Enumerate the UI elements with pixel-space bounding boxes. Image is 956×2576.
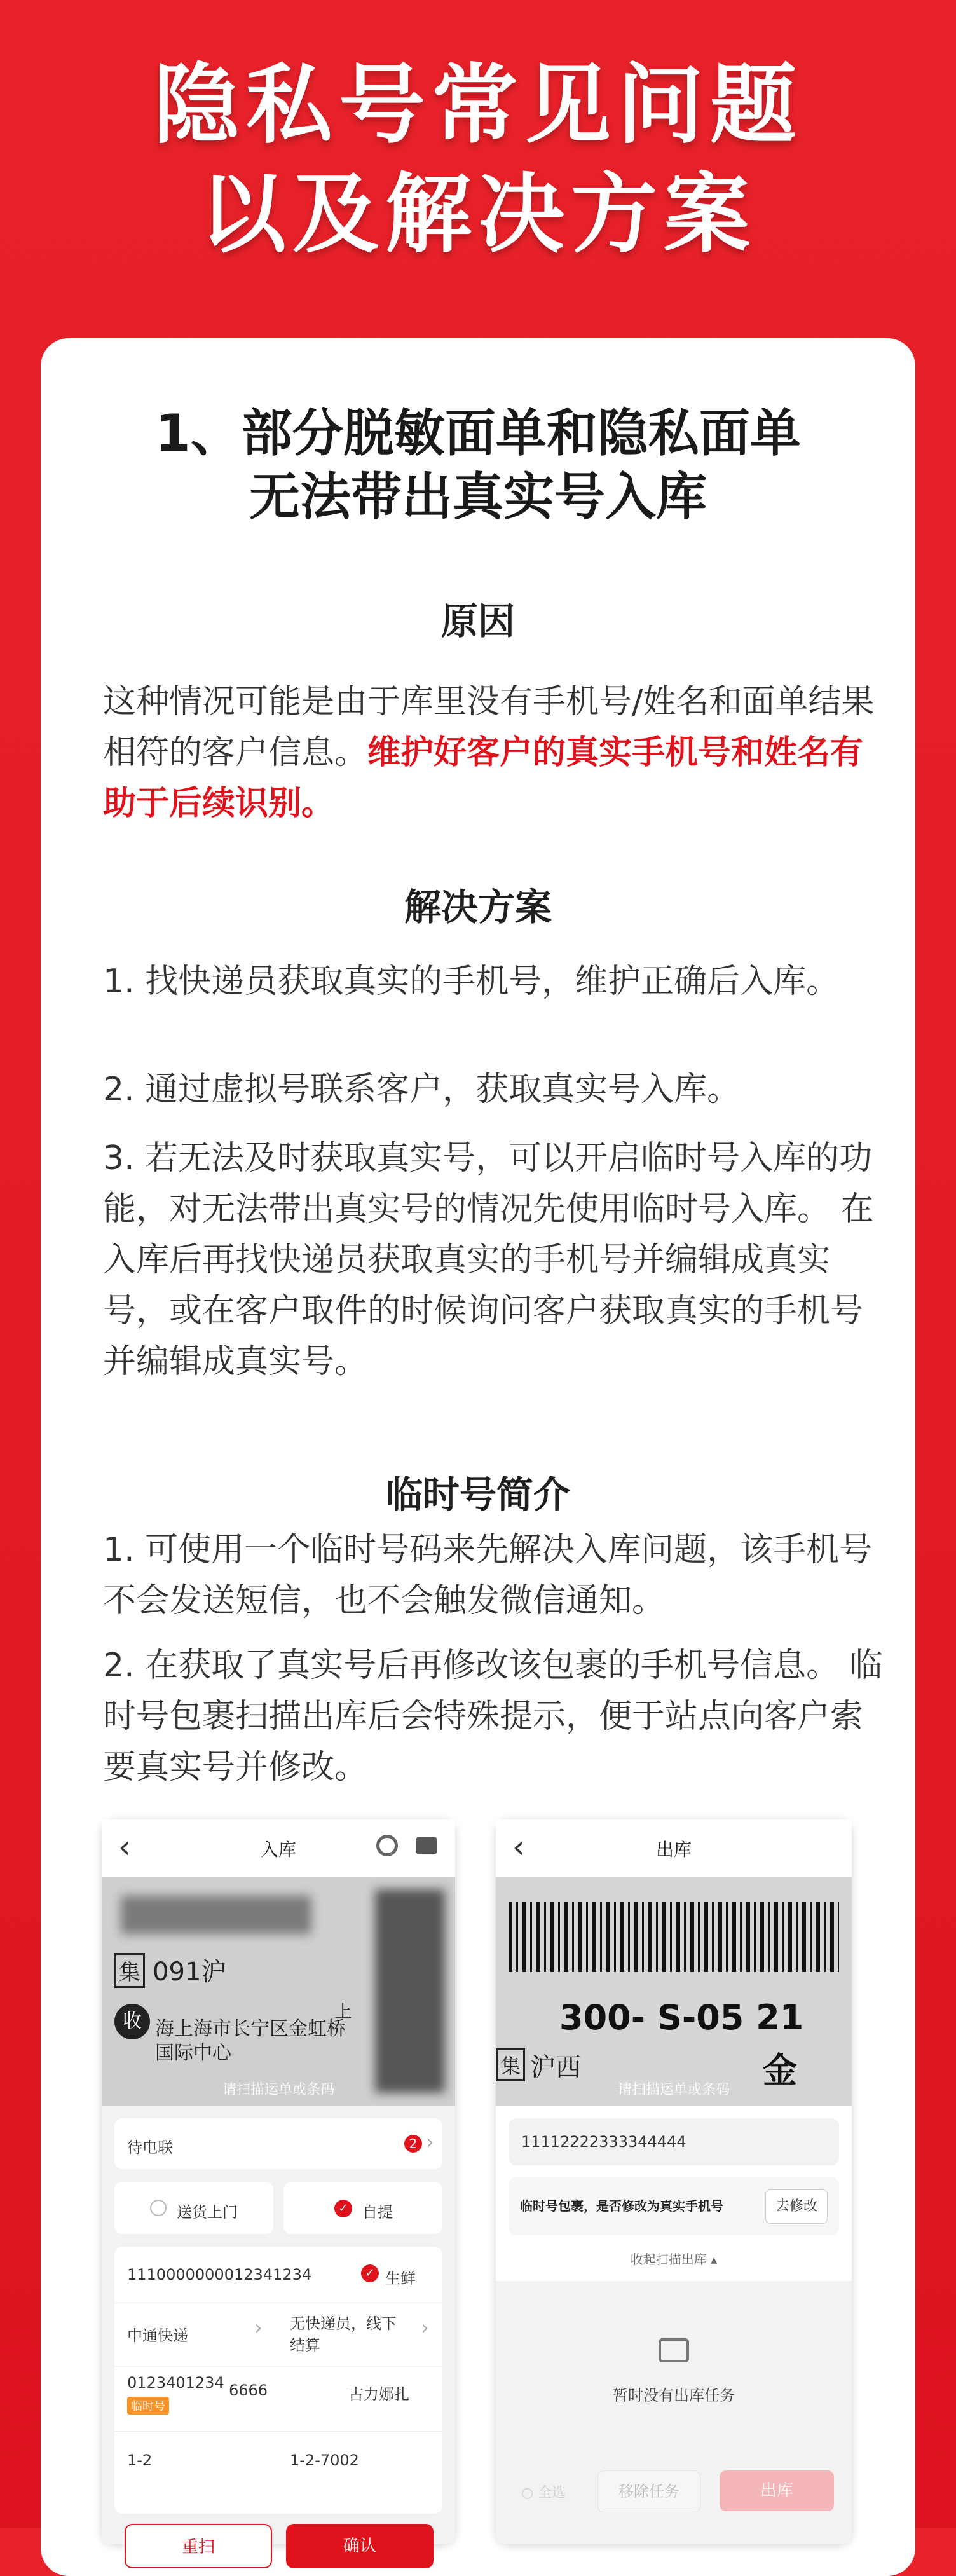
section-title-line-2: 无法带出真实号入库 — [249, 467, 707, 526]
section-title-line-1: 1、部分脱敏面单和隐私面单 — [155, 404, 801, 463]
select-all-label: 全选 — [538, 2485, 566, 2501]
solution-item-2: 2. 通过虚拟号联系客户，获取真实号入库。 — [103, 1071, 741, 1109]
hero-line-2: 以及解决方案 — [200, 165, 756, 265]
deliver-label: 送货上门 — [177, 2203, 238, 2221]
pending-chevron-icon: › — [426, 2130, 434, 2154]
empty-task-area — [496, 2281, 852, 2544]
inbound-form-area — [102, 2106, 455, 2557]
barcode — [509, 1902, 839, 1972]
reason-text-highlight: 维护好客户的真实手机号和姓名有助于后续识别。 — [103, 734, 864, 823]
fresh-check-icon[interactable]: ✓ — [361, 2264, 379, 2282]
temp-notice-box — [509, 2177, 839, 2235]
inbound-top-bar — [102, 1819, 455, 1877]
label-ji-box: 集 — [114, 1953, 145, 1988]
content-card — [41, 338, 915, 2576]
label-shou-circle: 收 — [114, 2004, 150, 2039]
phone-number[interactable]: 0123401234 — [127, 2374, 224, 2392]
temp-notice-text: 临时号包裹，是否修改为真实手机号 — [520, 2198, 723, 2214]
settle-select[interactable]: 无快递员，线下结算 — [290, 2315, 397, 2354]
reason-heading: 原因 — [440, 599, 515, 643]
rescan-button[interactable]: 重扫 — [125, 2524, 272, 2568]
pickup-label: 自提 — [362, 2203, 393, 2221]
code-field[interactable]: 6666 — [229, 2381, 268, 2399]
deliver-radio-icon — [150, 2200, 167, 2216]
collapse-label: 收起扫描出库 — [630, 2252, 707, 2267]
caret-up-icon: ▴ — [711, 2252, 718, 2267]
waybill-card — [114, 2247, 442, 2514]
pending-label: 待电联 — [127, 2139, 173, 2156]
shelf-field[interactable]: 1-2 — [127, 2451, 153, 2469]
reason-text-normal: 这种情况可能是由于库里没有手机号/姓名和面单结果相符的客户信息。 — [103, 683, 875, 772]
label-ji-box-out: 集 — [496, 2048, 525, 2081]
phone-inbound-screenshot — [102, 1819, 455, 2557]
settings-icon[interactable] — [376, 1835, 398, 1856]
courier-chevron-icon: › — [254, 2315, 263, 2340]
fresh-label: 生鲜 — [385, 2270, 416, 2287]
outbound-top-bar — [496, 1819, 852, 1877]
outbound-scan-hint: 请扫描运单或条码 — [617, 2082, 730, 2098]
label-jin: 金 — [763, 2050, 797, 2090]
select-all-checkbox[interactable]: ○ 全选 — [521, 2485, 566, 2501]
modify-button[interactable]: 去修改 — [765, 2189, 828, 2224]
temp-item-2: 2. 在获取了真实号后再修改该包裹的手机号信息。 临时号包裹扫描出库后会特殊提示，便于站点向客户索要真实号并修改。 — [103, 1647, 883, 1786]
label-shang: 上 — [334, 2001, 353, 2022]
label-ji-code: 091沪 — [153, 1957, 227, 1987]
inbound-camera-view — [102, 1877, 455, 2106]
outbound-back-icon[interactable]: ‹ — [512, 1828, 525, 1865]
temp-tag: 临时号 — [127, 2397, 169, 2415]
outbound-camera-view — [496, 1877, 852, 2106]
outbound-button[interactable]: 出库 — [720, 2470, 834, 2511]
pickup-code-field[interactable]: 1-2-7002 — [290, 2451, 359, 2469]
settle-chevron-icon: › — [421, 2315, 429, 2340]
solution-item-1: 1. 找快递员获取真实的手机号，维护正确后入库。 — [103, 963, 840, 1001]
solution-heading: 解决方案 — [404, 886, 552, 929]
pickup-check-icon: ✓ — [334, 2200, 352, 2217]
phone-outbound-screenshot — [496, 1819, 852, 2544]
option-pickup[interactable] — [283, 2182, 442, 2234]
phone-input-field[interactable]: 11112222333344444 — [509, 2118, 839, 2165]
label-addr1: 海上海市长宁区金虹桥 — [155, 2018, 346, 2040]
pending-row[interactable] — [114, 2118, 442, 2169]
solution-item-3: 3. 若无法及时获取真实号，可以开启临时号入库的功能，对无法带出真实号的情况先使用临时号入库。 在入库后再找快递员获取真实的手机号并编辑成真实号，或在客户取件的时候询问客户获取真实的手机号并编辑成真实号。 — [103, 1139, 874, 1381]
inbound-title: 入库 — [260, 1839, 296, 1860]
inbound-scan-hint: 请扫描运单或条码 — [222, 2082, 334, 2098]
label-city: 沪西 — [530, 2053, 581, 2082]
hero-title — [0, 51, 956, 270]
temp-item-1: 1. 可使用一个临时号码来先解决入库问题，该手机号不会发送短信，也不会触发微信通知。 — [103, 1531, 873, 1620]
temp-heading: 临时号简介 — [385, 1473, 570, 1516]
inbound-back-icon[interactable]: ‹ — [118, 1828, 131, 1865]
pending-count-badge: 2 — [404, 2135, 422, 2153]
remove-task-button[interactable]: 移除任务 — [598, 2470, 700, 2512]
printer-icon[interactable] — [416, 1837, 437, 1854]
label-addr2: 国际中心 — [155, 2042, 231, 2064]
empty-text: 暂时没有出库任务 — [613, 2387, 735, 2404]
inbox-icon — [659, 2338, 689, 2362]
collapse-scan-toggle[interactable] — [496, 2249, 852, 2268]
waybill-number: 1110000000012341234 — [127, 2266, 312, 2284]
confirm-button[interactable]: 确认 — [286, 2524, 434, 2568]
hero-line-1: 隐私号常见问题 — [153, 55, 803, 156]
barcode-code: 300- S-05 21 — [559, 1997, 804, 2038]
name-field[interactable]: 古力娜扎 — [348, 2385, 409, 2403]
outbound-title: 出库 — [655, 1839, 692, 1860]
reason-text — [103, 676, 891, 829]
option-deliver[interactable] — [114, 2182, 273, 2234]
courier-select[interactable]: 中通快递 — [127, 2327, 188, 2345]
outbound-form-area — [496, 2106, 852, 2544]
